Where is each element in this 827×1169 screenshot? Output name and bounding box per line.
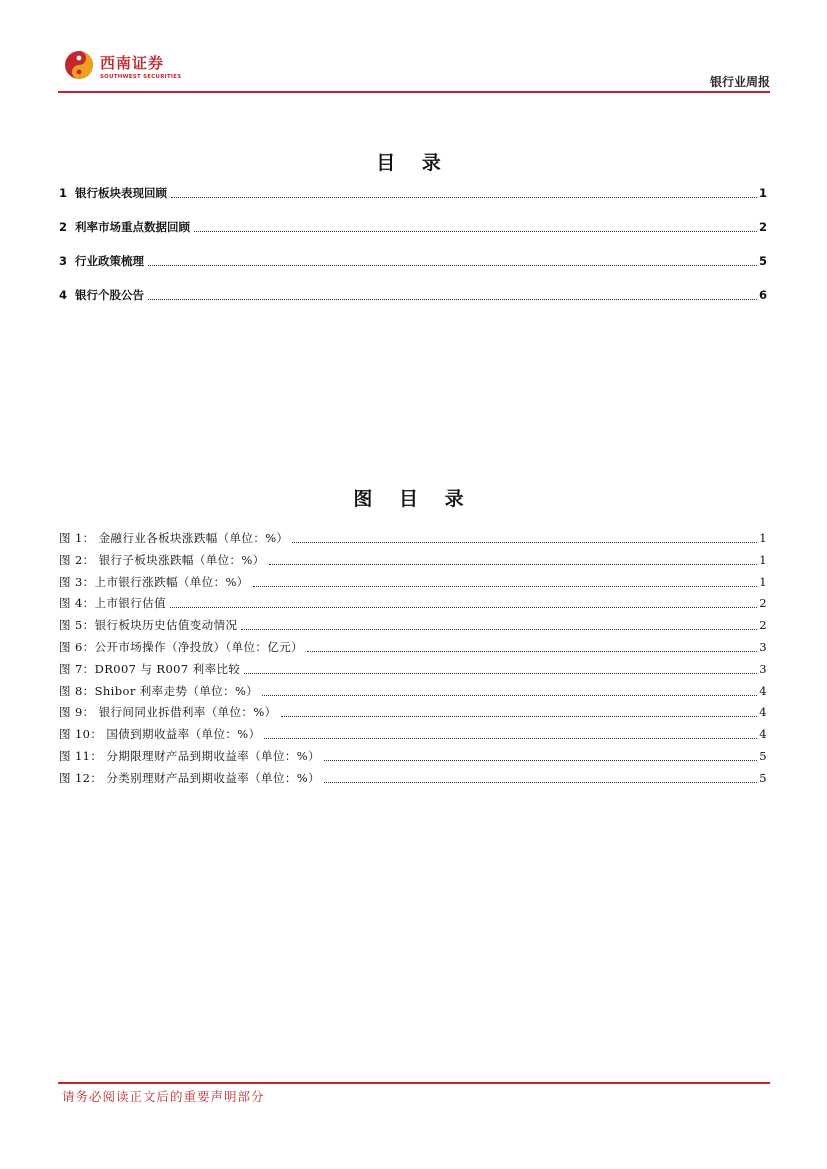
figure-entry-page: 2 <box>759 596 767 611</box>
figure-entry-page: 4 <box>759 705 767 720</box>
toc-leader-dots <box>264 726 757 739</box>
footer-disclaimer: 请务必阅读正文后的重要声明部分 <box>62 1089 265 1104</box>
logo-english-name: SOUTHWEST SECURITIES <box>100 74 182 80</box>
toc-title: 目 录 <box>376 152 451 174</box>
toc-entry-page: 6 <box>758 288 767 302</box>
table-of-contents <box>59 185 767 321</box>
figure-entry-page: 1 <box>759 552 767 567</box>
toc-entry-3[interactable] <box>59 253 767 287</box>
figure-entry-label: 图 7：DR007 与 R007 利率比较 <box>59 661 241 676</box>
figure-entry-8[interactable] <box>59 683 767 705</box>
toc-entry-2[interactable] <box>59 219 767 253</box>
toc-entry-4[interactable] <box>59 287 767 321</box>
figure-entry-label: 图 5：银行板块历史估值变动情况 <box>59 618 238 633</box>
toc-leader-dots <box>253 574 758 587</box>
figure-entry-label: 图 3：上市银行涨跌幅（单位：%） <box>59 574 249 589</box>
toc-entry-number: 1 <box>59 186 68 200</box>
figure-entry-label: 图 12： 分类别理财产品到期收益率（单位：%） <box>59 770 320 785</box>
figure-entry-label: 图 11： 分期限理财产品到期收益率（单位：%） <box>59 748 320 763</box>
toc-entry-label: 利率市场重点数据回顾 <box>75 220 191 234</box>
figure-entry-page: 2 <box>759 618 767 633</box>
toc-leader-dots <box>324 770 757 783</box>
figure-entry-label: 图 4：上市银行估值 <box>59 596 166 611</box>
toc-leader-dots <box>244 661 757 674</box>
footer-divider <box>58 1082 770 1084</box>
toc-entry-number: 4 <box>59 288 68 302</box>
toc-leader-dots <box>269 552 758 565</box>
toc-leader-dots <box>324 748 757 761</box>
figure-toc-title: 图 目 录 <box>353 488 474 510</box>
toc-leader-dots <box>148 287 757 300</box>
figure-entry-label: 图 2： 银行子板块涨跌幅（单位：%） <box>59 552 265 567</box>
figure-entry-10[interactable] <box>59 726 767 748</box>
figure-entry-6[interactable] <box>59 639 767 661</box>
figure-entry-page: 3 <box>759 639 767 654</box>
toc-entry-label: 银行个股公告 <box>75 288 145 302</box>
toc-entry-number: 2 <box>59 220 68 234</box>
toc-leader-dots <box>170 595 757 608</box>
toc-leader-dots <box>148 253 757 266</box>
toc-leader-dots <box>262 683 757 696</box>
toc-leader-dots <box>194 219 757 232</box>
toc-entry-label: 银行板块表现回顾 <box>75 186 168 200</box>
figure-entry-11[interactable] <box>59 748 767 770</box>
figure-entry-page: 5 <box>759 770 767 785</box>
figure-entry-12[interactable] <box>59 770 767 792</box>
toc-leader-dots <box>171 185 757 198</box>
figure-entry-label: 图 1： 金融行业各板块涨跌幅（单位：%） <box>59 531 289 545</box>
figure-entry-1[interactable] <box>59 530 767 552</box>
figure-entry-page: 3 <box>759 661 767 676</box>
page-header <box>58 48 770 92</box>
figure-entry-label: 图 9： 银行间同业拆借利率（单位：%） <box>59 705 277 720</box>
figure-entry-2[interactable] <box>59 552 767 574</box>
toc-entry-1[interactable] <box>59 185 767 219</box>
toc-leader-dots <box>241 617 757 630</box>
figure-entry-page: 4 <box>759 727 767 742</box>
toc-leader-dots <box>292 530 757 543</box>
figure-entry-label: 图 6：公开市场操作（净投放）（单位：亿元） <box>59 639 304 654</box>
figure-entry-9[interactable] <box>59 704 767 726</box>
toc-entry-page: 5 <box>758 254 767 268</box>
toc-entry-page: 1 <box>758 186 767 200</box>
figure-entry-7[interactable] <box>59 661 767 683</box>
toc-entry-number: 3 <box>59 254 68 268</box>
figure-entry-page: 1 <box>759 574 767 589</box>
figure-entry-label: 图 10： 国债到期收益率（单位：%） <box>59 727 261 742</box>
toc-entry-label: 行业政策梳理 <box>75 254 145 268</box>
report-type: 银行业周报 <box>709 75 770 89</box>
figure-entry-3[interactable] <box>59 574 767 596</box>
figure-entry-5[interactable] <box>59 617 767 639</box>
company-logo <box>64 50 182 86</box>
figure-entry-page: 4 <box>759 683 767 698</box>
logo-chinese-name: 西南证券 <box>100 54 165 72</box>
figure-entry-4[interactable] <box>59 595 767 617</box>
figure-table-of-contents <box>59 530 767 792</box>
figure-entry-page: 1 <box>759 531 767 545</box>
toc-leader-dots <box>281 704 758 717</box>
logo-emblem-icon <box>64 50 94 80</box>
figure-entry-page: 5 <box>759 748 767 763</box>
header-divider <box>58 91 770 93</box>
toc-entry-page: 2 <box>758 220 767 234</box>
figure-entry-label: 图 8：Shibor 利率走势（单位：%） <box>59 683 259 698</box>
toc-leader-dots <box>307 639 757 652</box>
